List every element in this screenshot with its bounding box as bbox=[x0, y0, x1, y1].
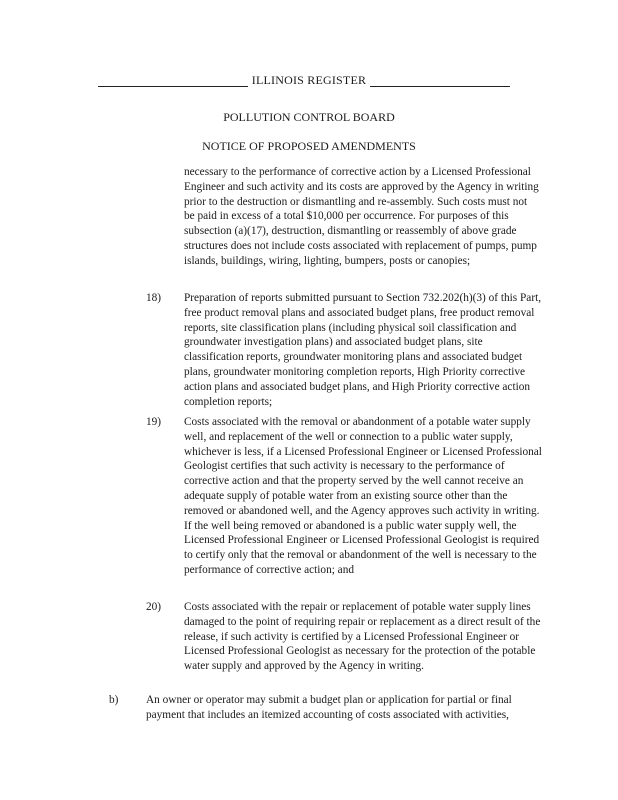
item-number: 20) bbox=[146, 601, 162, 613]
item-text: Preparation of reports submitted pursuant to Section 732.202(h)(3) of this Part, free product removal plans and associated budget plans, free product removal reports, site classification plans (including physical soil classification and groundwater investigation plans) and associated budget plans, site classification reports, groundwater monitoring plans and associated budget plans, groundwater monitoring completion reports, High Priority corrective action plans and associated budget plans, and High Priority corrective action completion reports; bbox=[184, 292, 542, 408]
notice-heading: NOTICE OF PROPOSED AMENDMENTS bbox=[202, 139, 416, 153]
item-text: Costs associated with the removal or abandonment of a potable water supply well, and replacement of the well or connection to a public water supply, whichever is less, if a Licensed Professional Engineer or Licensed Professional Geologist certifies that such activity is necessary to the performance of corrective action and that the property served by the well cannot receive an adequate supply of potable water from an existing source other than the removed or abandoned well, and the Agency approves such activity in writing. If the well being removed or abandoned is a public water supply well, the Licensed Professional Engineer or Licensed Professional Geologist is required to certify only that the removal or abandonment of the well is necessary to the performance of corrective action; and bbox=[184, 416, 542, 576]
item-text: Costs associated with the repair or replacement of potable water supply lines damaged to the point of requiring repair or replacement as a direct result of the release, if such activity is certified by a Licensed Professional Engineer or Licensed Professional Geologist as necessary for the protection of the potable water supply and approved by the Agency in writing. bbox=[184, 601, 541, 673]
item-number: 18) bbox=[146, 292, 162, 304]
section-text: An owner or operator may submit a budget plan or application for partial or final payment that includes an itemized accounting of costs associated with activities, bbox=[146, 694, 512, 721]
item-number: 19) bbox=[146, 416, 162, 428]
continuation-paragraph: necessary to the performance of corrective action by a Licensed Professional Engineer and such activity and its costs are approved by the Agency in writing prior to the destruction or dismantling and re-assembly. Such costs must not be paid in excess of a total $10,000 per occurrence. For purposes of this subsection (a)(17), destruction, dismantling or reassembly of above grade structures does not include costs associated with replacement of pumps, pump islands, buildings, wiring, lighting, bumpers, posts or canopies; bbox=[184, 166, 539, 267]
register-title-text: ILLINOIS REGISTER bbox=[248, 73, 370, 87]
register-title bbox=[0, 73, 618, 88]
section-number: b) bbox=[109, 694, 119, 706]
agency-heading: POLLUTION CONTROL BOARD bbox=[223, 110, 395, 124]
